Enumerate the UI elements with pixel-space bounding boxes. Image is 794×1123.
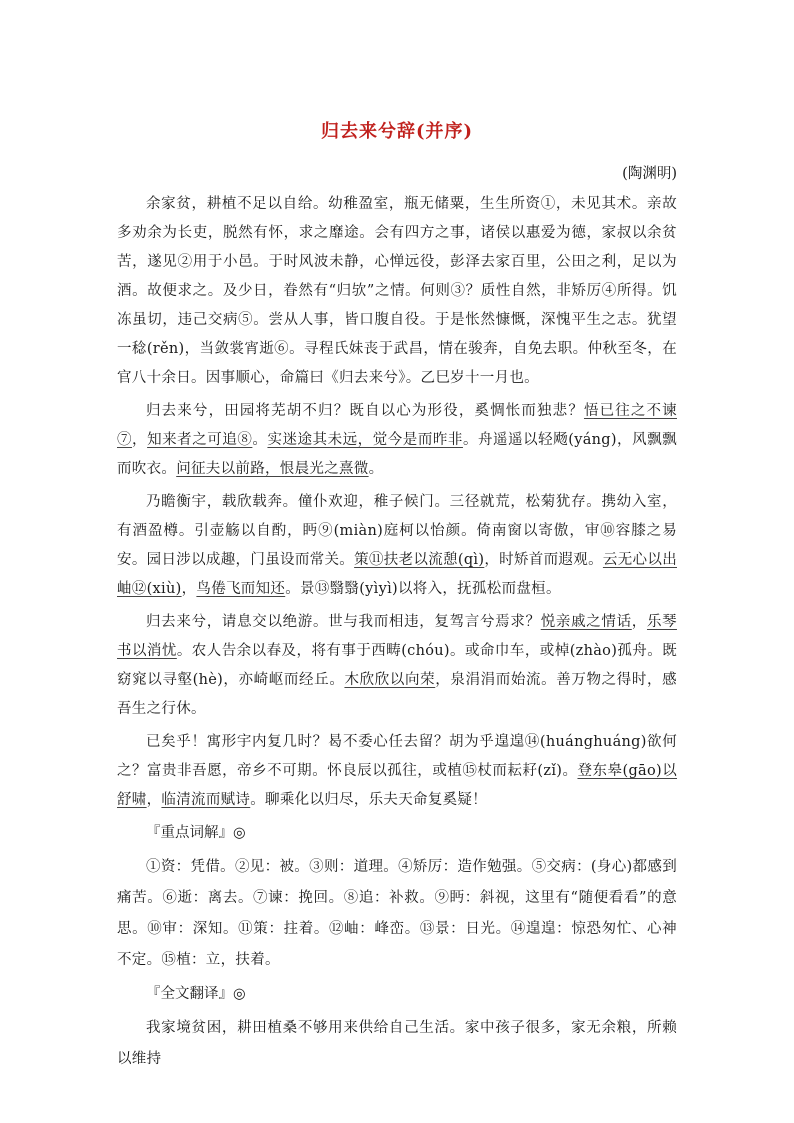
underlined-phrase: 策⑪扶老以流憩(qì) <box>354 552 485 568</box>
underlined-phrase: 知来者之可追⑧ <box>147 432 253 448</box>
text-segment: 乃瞻衡宇，载欣载奔。僮仆欢迎，稚子候门。三径就荒，松菊犹存。携幼入室，有酒盈樽。引壶觞以自酌，眄⑨(miàn)庭柯以怡颜。倚南窗以寄傲，审⑩容膝之易安。园日涉以成趣，门虽设而常关。 <box>117 494 677 568</box>
underlined-phrase: 乐琴书以消忧 <box>117 614 677 659</box>
underlined-phrase: 云无心以出岫⑫(xiù) <box>117 552 677 597</box>
text-segment: 已矣乎！寓形宇内复几时？曷不委心任去留？胡为乎遑遑⑭(huánghuáng)欲何之？富贵非吾愿，帝乡不可期。怀良辰以孤往，或植⑮杖而耘耔(zǐ)。 <box>117 734 677 779</box>
author-line: (陶渊明) <box>622 166 677 182</box>
translation-heading: 『全文翻译』◎ <box>146 986 246 1002</box>
text-segment: ， <box>146 792 162 808</box>
body-paragraph-2 <box>117 488 677 604</box>
key-words-notes: ①资：凭借。②见：被。③则：道理。④矫厉：造作勉强。⑤交病：(身心)都感到痛苦。⑥逝：离去。⑦谏：挽回。⑧追：补救。⑨眄：斜视，这里有“随便看看”的意思。⑩审：深知。⑪策：拄着。⑫岫：峰峦。⑬景：日光。⑭遑遑：惊恐匆忙、心神不定。⑮植：立，扶着。 <box>117 859 677 968</box>
body-paragraph-3 <box>117 608 677 724</box>
text-segment: 。农人告余以春及，将有事于西畴(chóu)。或命巾车，或棹(zhào)孤舟。既窈窕以寻壑(hè)，亦崎岖而经丘。 <box>117 643 677 688</box>
text-segment: 。 <box>252 432 268 448</box>
body-paragraph-1 <box>117 397 677 484</box>
text-segment: 。 <box>368 461 384 477</box>
key-words-heading: 『重点词解』◎ <box>146 825 246 841</box>
preface-paragraph <box>117 190 677 393</box>
text-segment: 归去来兮，田园将芜胡不归？既自以心为形役，奚惆怅而独悲？ <box>146 403 584 419</box>
text-segment: ，泉涓涓而始流。善万物之得时，感吾生之行休。 <box>117 672 677 717</box>
underlined-phrase: 悦亲戚之情话 <box>540 614 632 630</box>
text-segment: 。舟遥遥以轻飏(yáng)，风飘飘而吹衣。 <box>117 432 677 477</box>
text-segment: ， <box>132 432 148 448</box>
text-segment: 余家贫，耕植不足以自给。幼稚盈室，瓶无储粟，生生所资①，未见其术。亲故多劝余为长吏，脱然有怀，求之靡途。会有四方之事，诸侯以惠爱为德，家叔以余贫苦，遂见②用于小邑。于时风波未静，心惮远役，彭泽去家百里，公田之利，足以为酒。故便求之。及少日，眷然有“归欤”之情。何则③？质性自然，非矫厉④所得。饥冻虽切，违己交病⑤。尝从人事，皆口腹自役。于是怅然慷慨，深愧平生之志。犹望一稔(rěn)，当敛裳宵逝⑥。寻程氏妹丧于武昌，情在骏奔，自免去职。仲秋至冬，在官八十余日。因事顺心，命篇曰《归去来兮》。乙巳岁十一月也。 <box>117 196 677 386</box>
underlined-phrase: 悟已往之不谏⑦ <box>117 403 677 448</box>
underlined-phrase: 木欣欣以向荣 <box>344 672 436 688</box>
text-segment: ， <box>631 614 647 630</box>
body-paragraph-4 <box>117 728 677 815</box>
page-title: 归去来兮辞(并序) <box>320 121 474 142</box>
document-page <box>117 118 677 1079</box>
text-segment: ，时矫首而遐观。 <box>484 552 603 568</box>
underlined-phrase: 鸟倦飞而知还 <box>196 581 286 597</box>
text-segment: 。聊乘化以归尽，乐夫天命复奚疑！ <box>250 792 488 808</box>
translation-text: 我家境贫困，耕田植桑不够用来供给自己生活。家中孩子很多，家无余粮，所赖以维持 <box>117 1020 677 1067</box>
text-segment: 。景⑬翳翳(yìyì)以将入，抚孤松而盘桓。 <box>285 581 561 597</box>
text-segment: 归去来兮，请息交以绝游。世与我而相违，复驾言兮焉求？ <box>146 614 541 630</box>
underlined-phrase: 临清流而赋诗 <box>161 792 251 808</box>
underlined-phrase: 问征夫以前路，恨晨光之熹微 <box>176 461 369 477</box>
underlined-phrase: 登东皋(gāo)以舒啸 <box>117 763 678 808</box>
underlined-phrase: 实迷途其未远，觉今是而昨非 <box>267 432 463 448</box>
text-segment: ， <box>181 581 197 597</box>
